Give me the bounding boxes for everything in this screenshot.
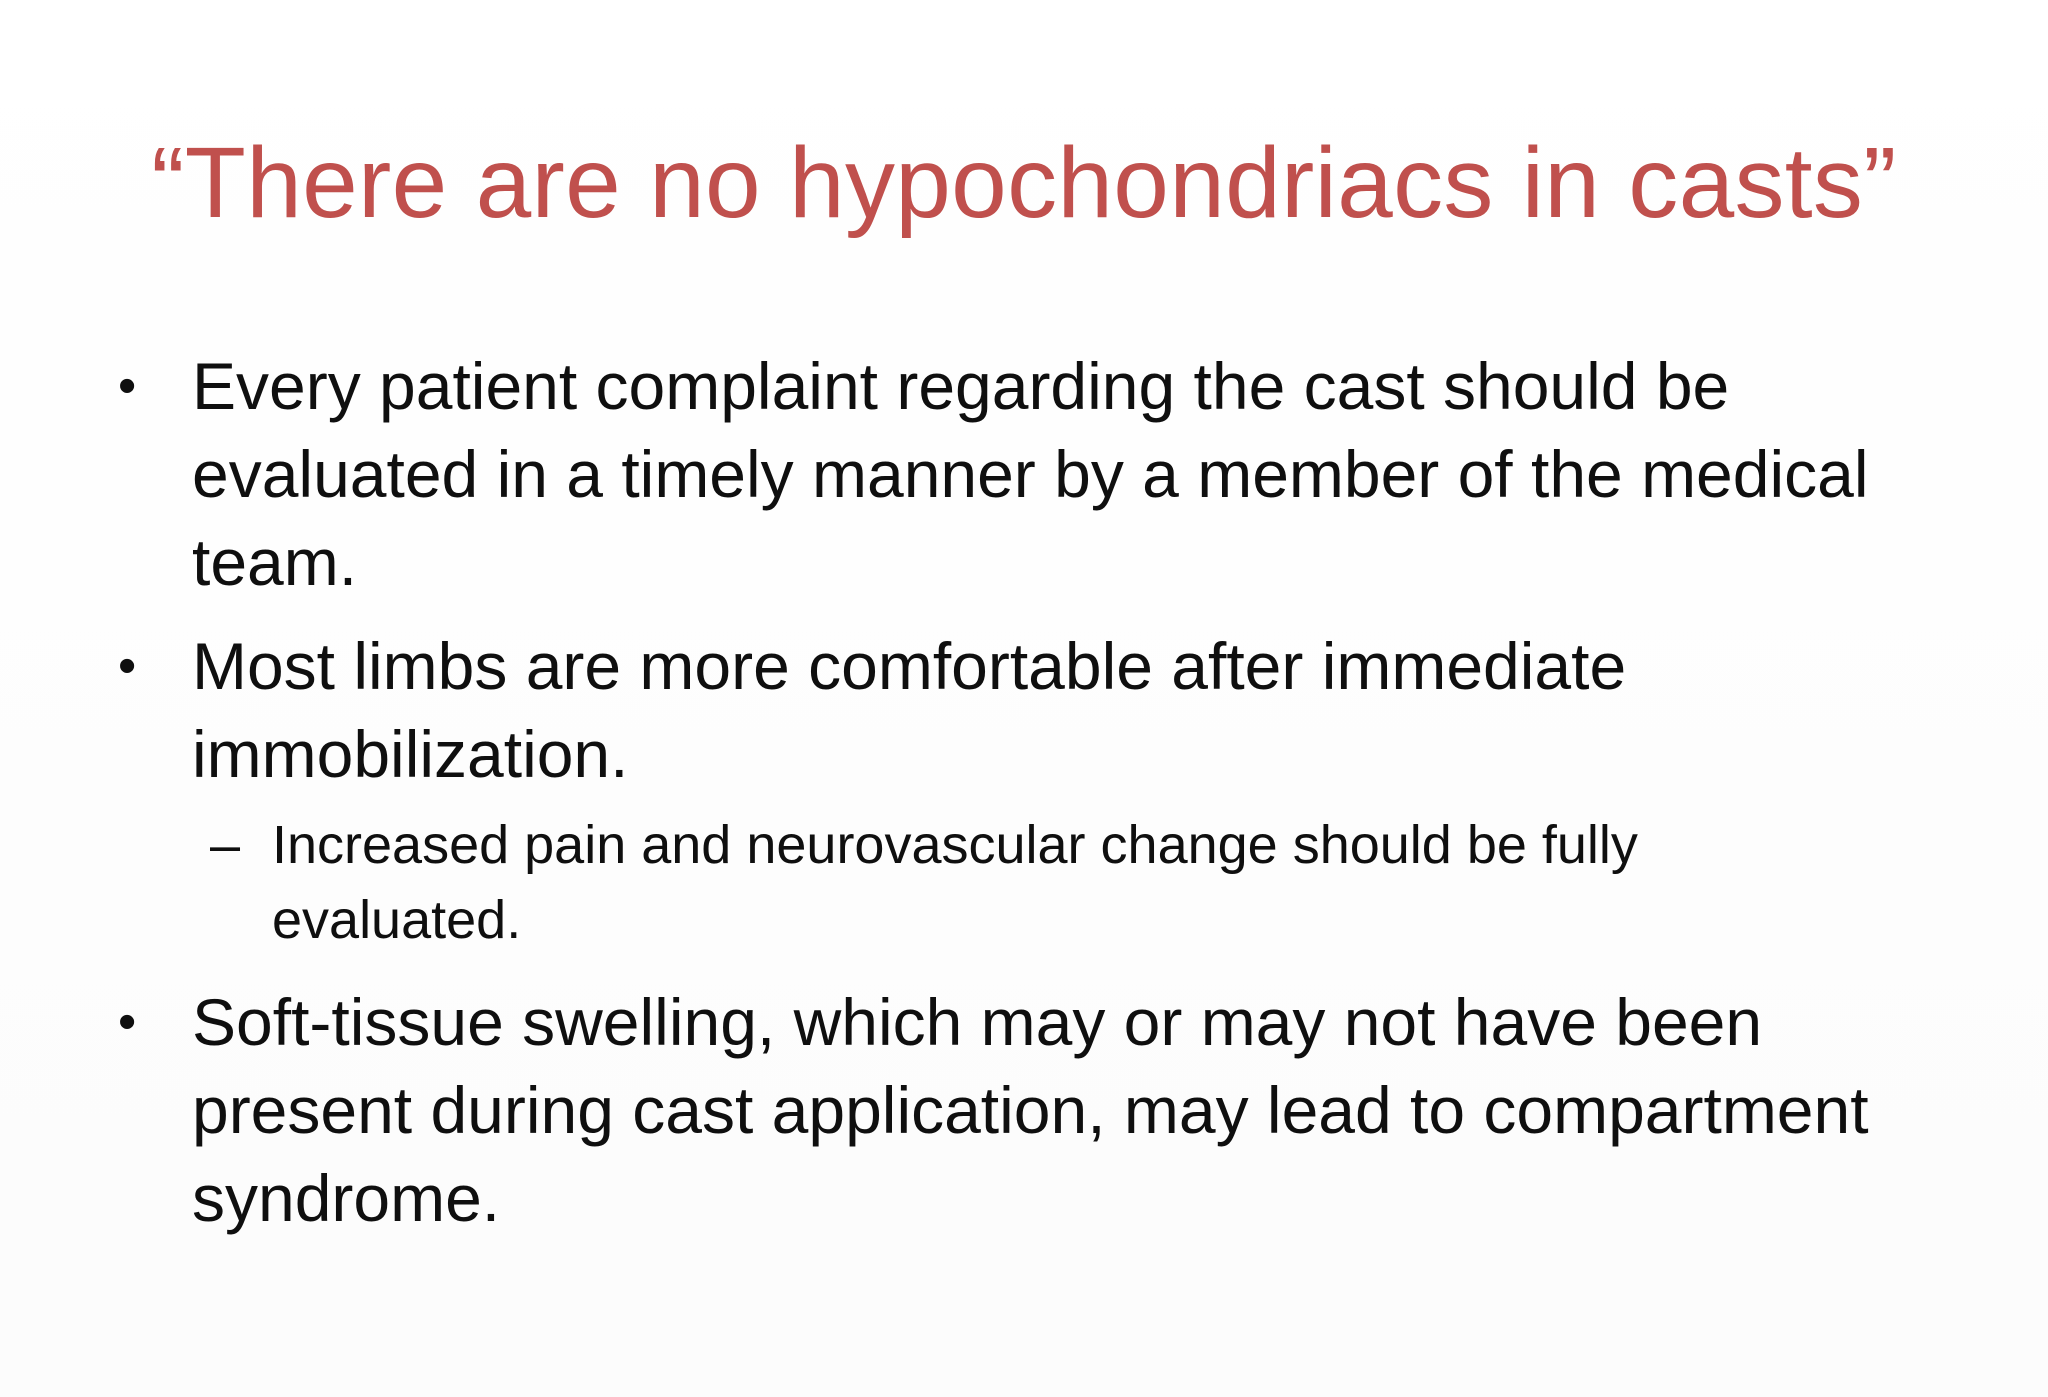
- slide-title: “There are no hypochondriacs in casts”: [151, 127, 1897, 239]
- bullet-item-1: Every patient complaint regarding the cast should be evaluated in a timely manner by a member of the medical team.: [192, 349, 1869, 599]
- sub-bullet-marker: –: [210, 815, 241, 875]
- bullet-marker: •: [118, 637, 137, 695]
- bullet-item-3: Soft-tissue swelling, which may or may not have been present during cast application, may lead to compartment syndrome.: [192, 985, 1869, 1235]
- bullet-item-2: Most limbs are more comfortable after immediate immobilization.: [192, 629, 1627, 791]
- bullet-marker: •: [118, 357, 137, 415]
- bullet-marker: •: [118, 993, 137, 1051]
- sub-bullet-item-1: Increased pain and neurovascular change should be fully evaluated.: [272, 815, 1638, 950]
